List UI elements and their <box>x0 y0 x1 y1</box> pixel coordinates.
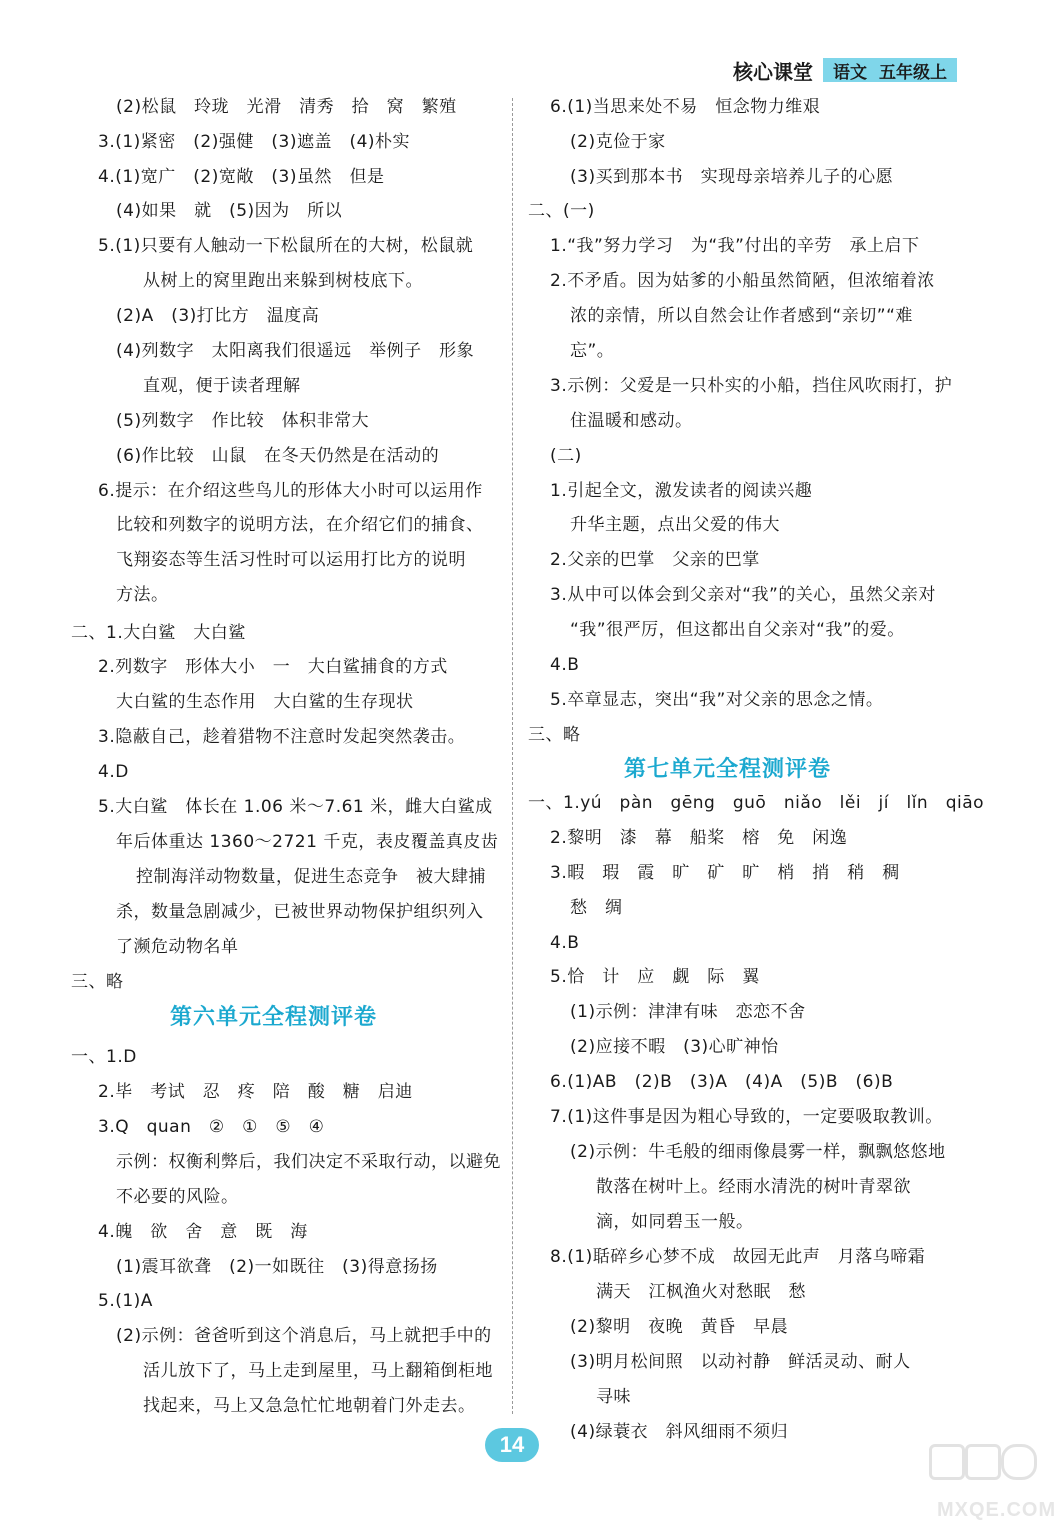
answer-line: 7.(1)这件事是因为粗心导致的，一定要吸取教训。 <box>550 1107 943 1127</box>
subject-grade-badge <box>823 58 957 82</box>
answer-line: 3.从中可以体会到父亲对“我”的关心，虽然父亲对 <box>550 585 936 605</box>
section-title-unit-7: 第七单元全程测评卷 <box>624 757 832 782</box>
answer-line: (二) <box>550 446 582 466</box>
answer-line: (2)松鼠 玲珑 光滑 清秀 拾 窝 繁殖 <box>116 97 457 117</box>
grade-label: 五年级上 <box>879 62 947 83</box>
answer-line: 满天 江枫渔火对愁眠 愁 <box>596 1282 806 1302</box>
answer-line: 2.黎明 漆 幕 船桨 榕 免 闲逸 <box>550 828 848 848</box>
answer-line: 2.父亲的巴掌 父亲的巴掌 <box>550 550 760 570</box>
answer-line: 方法。 <box>116 585 169 605</box>
answer-line: 住温暖和感动。 <box>570 411 693 431</box>
answer-line: 6.提示：在介绍这些鸟儿的形体大小时可以运用作 <box>98 481 483 501</box>
answer-line: 3.示例：父爱是一只朴实的小船，挡住风吹雨打，护 <box>550 376 953 396</box>
answer-line: 二、1.大白鲨 大白鲨 <box>71 623 246 643</box>
answer-line: 杀，数量急剧减少，已被世界动物保护组织列入 <box>116 902 484 922</box>
answer-line: 一、1.yú pàn gēng guō niǎo lěi jí lǐn qiāo <box>528 793 985 813</box>
answer-line: 3.Q quan ② ① ⑤ ④ <box>98 1117 325 1137</box>
answer-line: (4)如果 就 (5)因为 所以 <box>116 201 343 221</box>
answer-line: 浓的亲情，所以自然会让作者感到“亲切”“难 <box>570 306 913 326</box>
answer-line: (2)黎明 夜晚 黄昏 早晨 <box>570 1317 789 1337</box>
answer-line: (5)列数字 作比较 体积非常大 <box>116 411 370 431</box>
answer-line: 5.卒章显志，突出“我”对父亲的思念之情。 <box>550 690 884 710</box>
answer-line: 5.(1)A <box>98 1291 153 1311</box>
page-number: 14 <box>485 1428 539 1462</box>
answer-line: 三、略 <box>71 972 124 992</box>
answer-line: (1)示例：津津有味 恋恋不舍 <box>570 1002 806 1022</box>
answer-line: 活儿放下了，马上走到屋里，马上翻箱倒柜地 <box>143 1361 493 1381</box>
answer-line: “我”很严厉，但这都出自父亲对“我”的爱。 <box>570 620 905 640</box>
answer-line: 4.B <box>550 933 580 953</box>
watermark-circle-icon <box>1001 1444 1037 1480</box>
answer-line: 3.(1)紧密 (2)强健 (3)遮盖 (4)朴实 <box>98 132 411 152</box>
answer-line: (4)列数字 太阳离我们很遥远 举例子 形象 <box>116 341 475 361</box>
watermark-box-icon <box>929 1444 965 1480</box>
answer-line: 年后体重达 1360～2721 千克，表皮覆盖真皮齿 <box>116 832 499 852</box>
watermark-box-icon <box>965 1444 1001 1480</box>
answer-line: 找起来，马上又急急忙忙地朝着门外走去。 <box>143 1396 476 1416</box>
subject-label: 语文 <box>833 62 867 83</box>
answer-line: 1.引起全文，激发读者的阅读兴趣 <box>550 481 813 501</box>
answer-line: (2)克俭于家 <box>570 132 666 152</box>
answer-line: (2)A (3)打比方 温度高 <box>116 306 320 326</box>
answer-line: (3)明月松间照 以动衬静 鲜活灵动、耐人 <box>570 1352 911 1372</box>
answer-line: 5.恰 计 应 觑 际 翼 <box>550 967 760 987</box>
answer-line: (4)绿蓑衣 斜风细雨不须归 <box>570 1422 789 1442</box>
answer-line: 2.不矛盾。因为姑爹的小船虽然简陋，但浓缩着浓 <box>550 271 935 291</box>
answer-line: 不必要的风险。 <box>116 1187 239 1207</box>
answer-line: (6)作比较 山鼠 在冬天仍然是在活动的 <box>116 446 440 466</box>
watermark-text: MXQE.COM <box>937 1499 1057 1521</box>
answer-line: 忘”。 <box>570 341 615 361</box>
answer-line: 控制海洋动物数量，促进生态竞争 被大肆捕 <box>136 867 486 887</box>
answer-line: (1)震耳欲聋 (2)一如既往 (3)得意扬扬 <box>116 1257 438 1277</box>
answer-line: 滴，如同碧玉一般。 <box>596 1212 754 1232</box>
answer-line: 4.B <box>550 655 580 675</box>
answer-line: 4.D <box>98 762 129 782</box>
answer-line: 2.毕 考试 忍 疼 陪 酸 糖 启迪 <box>98 1082 413 1102</box>
answer-line: 3.暇 瑕 霞 旷 矿 旷 梢 捎 稍 稠 <box>550 863 900 883</box>
answer-line: 了濒危动物名单 <box>116 937 239 957</box>
answer-line: 2.列数字 形体大小 一 大白鲨捕食的方式 <box>98 657 448 677</box>
answer-line: 二、(一) <box>528 201 595 221</box>
answer-line: 6.(1)AB (2)B (3)A (4)A (5)B (6)B <box>550 1072 894 1092</box>
page-header <box>733 58 957 82</box>
answer-line: 示例：权衡利弊后，我们决定不采取行动，以避免 <box>116 1152 501 1172</box>
answer-line: 愁 绸 <box>570 898 623 918</box>
answer-line: 从树上的窝里跑出来躲到树枝底下。 <box>143 271 423 291</box>
answer-line: 8.(1)聒碎乡心梦不成 故园无此声 月落乌啼霜 <box>550 1247 926 1267</box>
answer-line: (3)买到那本书 实现母亲培养儿子的心愿 <box>570 167 894 187</box>
section-title-unit-6: 第六单元全程测评卷 <box>170 1005 378 1030</box>
answer-line: (2)应接不暇 (3)心旷神怡 <box>570 1037 779 1057</box>
answer-line: 一、1.D <box>71 1047 137 1067</box>
answer-line: 4.(1)宽广 (2)宽敞 (3)虽然 但是 <box>98 167 385 187</box>
answer-line: 1.“我”努力学习 为“我”付出的辛劳 承上启下 <box>550 236 920 256</box>
answer-line: 6.(1)当思来处不易 恒念物力维艰 <box>550 97 821 117</box>
answer-line: 5.大白鲨 体长在 1.06 米～7.61 米，雌大白鲨成 <box>98 797 493 817</box>
answer-line: 升华主题，点出父爱的伟大 <box>570 515 780 535</box>
answer-line: 3.隐蔽自己，趁着猎物不注意时发起突然袭击。 <box>98 727 466 747</box>
answer-line: 大白鲨的生态作用 大白鲨的生存现状 <box>116 692 414 712</box>
answer-line: (2)示例：爸爸听到这个消息后，马上就把手中的 <box>116 1326 492 1346</box>
answer-line: (2)示例：牛毛般的细雨像晨雾一样，飘飘悠悠地 <box>570 1142 946 1162</box>
answer-line: 三、略 <box>528 725 581 745</box>
answer-line: 5.(1)只要有人触动一下松鼠所在的大树，松鼠就 <box>98 236 474 256</box>
answer-line: 比较和列数字的说明方法，在介绍它们的捕食、 <box>116 515 484 535</box>
answer-line: 飞翔姿态等生活习性时可以运用打比方的说明 <box>116 550 466 570</box>
answer-line: 散落在树叶上。经雨水清洗的树叶青翠欲 <box>596 1177 911 1197</box>
answer-line: 直观，便于读者理解 <box>143 376 301 396</box>
column-divider <box>512 98 513 1414</box>
watermark-logo <box>929 1442 1057 1522</box>
answer-line: 寻味 <box>596 1387 631 1407</box>
answer-line: 4.魄 欲 舍 意 既 海 <box>98 1222 308 1242</box>
brand-title: 核心课堂 <box>733 59 813 84</box>
